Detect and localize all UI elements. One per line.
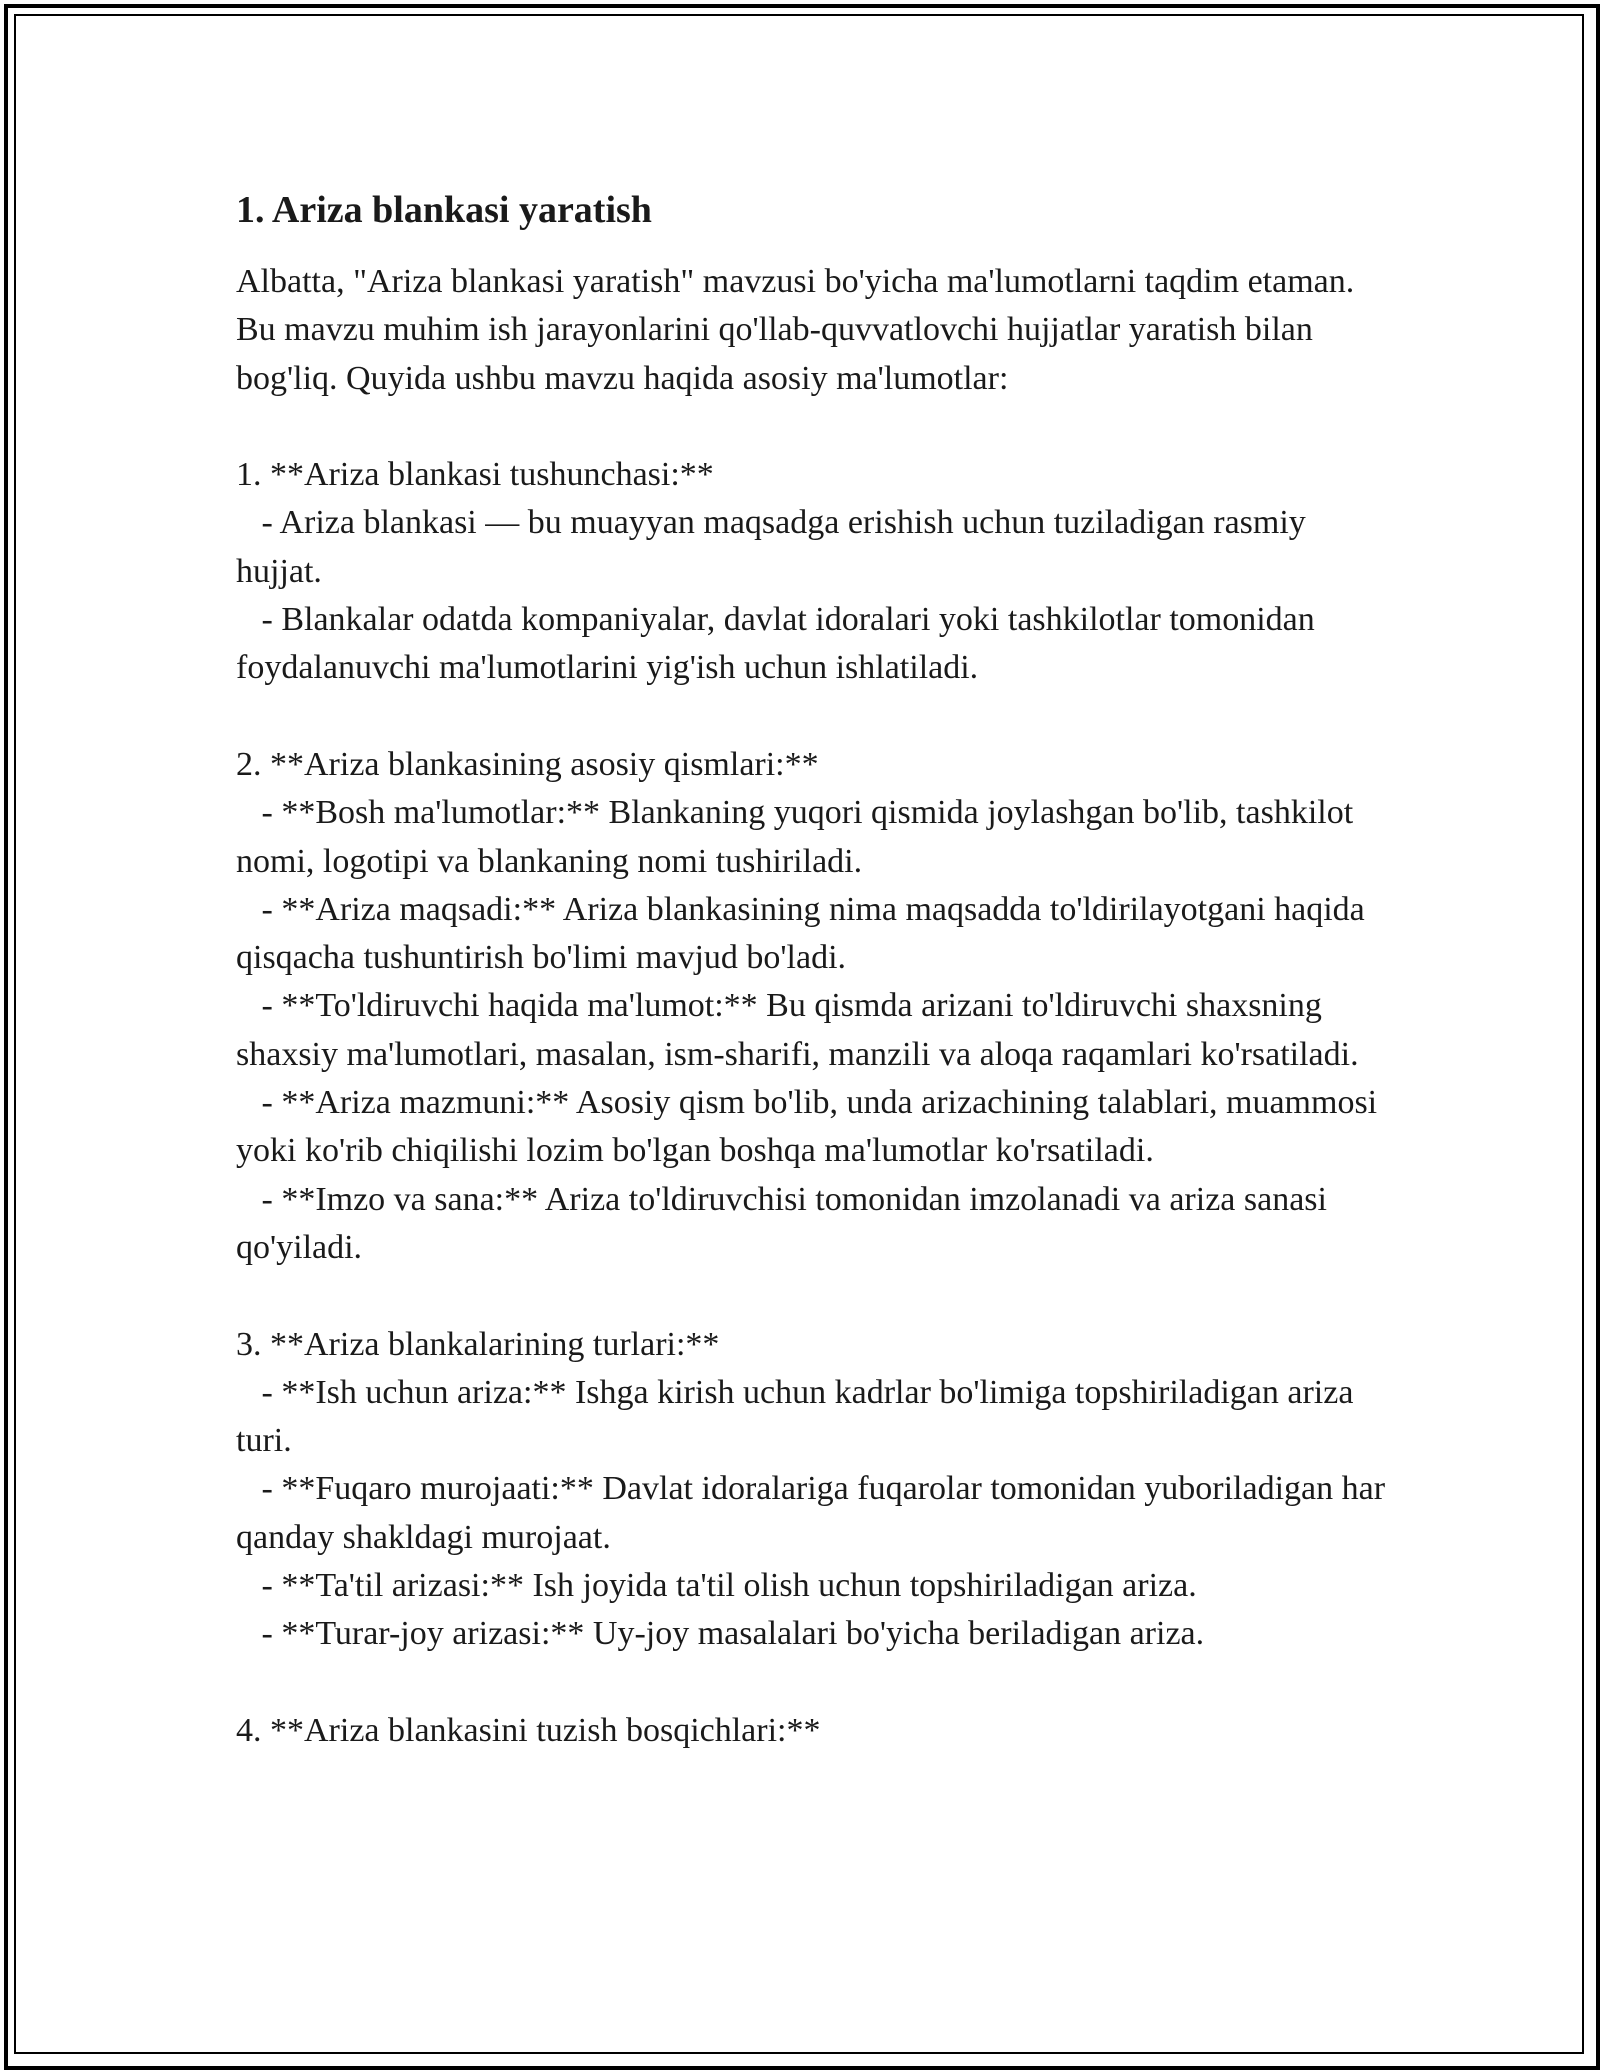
document-content [236, 186, 1386, 1755]
document-heading: 1. Ariza blankasi yaratish [236, 189, 652, 231]
document-body-text: Albatta, "Ariza blankasi yaratish" mavzusi bo'yicha ma'lumotlarni taqdim etaman. Bu mavzu muhim ish jarayonlarini qo'llab-quvvatlovchi hujjatlar yaratish bilan bog'liq. Quyida ushbu mavzu haqida asosiy ma'lumotlar: 1. **Ariza blankasi tushunchasi:** - Ariza blankasi — bu muayyan maqsadga erishish uchun tuziladigan rasmiy hujjat. - Blankalar odatda kompaniyalar, davlat idoralari yoki tashkilotlar tomonidan foydalanuvchi ma'lumotlarini yig'ish uchun ishlatiladi. 2. **Ariza blankasining asosiy qismlari:** - **Bosh ma'lumotlar:** Blankaning yuqori qismida joylashgan bo'lib, tashkilot nomi, logotipi va blankaning nomi tushiriladi. - **Ariza maqsadi:** Ariza blankasining nima maqsadda to'ldirilayotgani haqida qisqacha tushuntirish bo'limi mavjud bo'ladi. - **To'ldiruvchi haqida ma'lumot:** Bu qismda arizani to'ldiruvchi shaxsning shaxsiy ma'lumotlari, masalan, ism-sharifi, manzili va aloqa raqamlari ko'rsatiladi. - **Ariza mazmuni:** Asosiy qism bo'lib, unda arizachining talablari, muammosi yoki ko'rib chiqilishi lozim bo'lgan boshqa ma'lumotlar ko'rsatiladi. - **Imzo va sana:** Ariza to'ldiruvchisi tomonidan imzolanadi va ariza sanasi qo'yiladi. 3. **Ariza blankalarining turlari:** - **Ish uchun ariza:** Ishga kirish uchun kadrlar bo'limiga topshiriladigan ariza turi. - **Fuqaro murojaati:** Davlat idoralariga fuqarolar tomonidan yuboriladigan har qanday shakldagi murojaat. - **Ta'til arizasi:** Ish joyida ta'til olish uchun topshiriladigan ariza. - **Turar-joy arizasi:** Uy-joy masalalari bo'yicha beriladigan ariza. 4. **Ariza blankasini tuzish bosqichlari:** [236, 263, 1386, 1749]
